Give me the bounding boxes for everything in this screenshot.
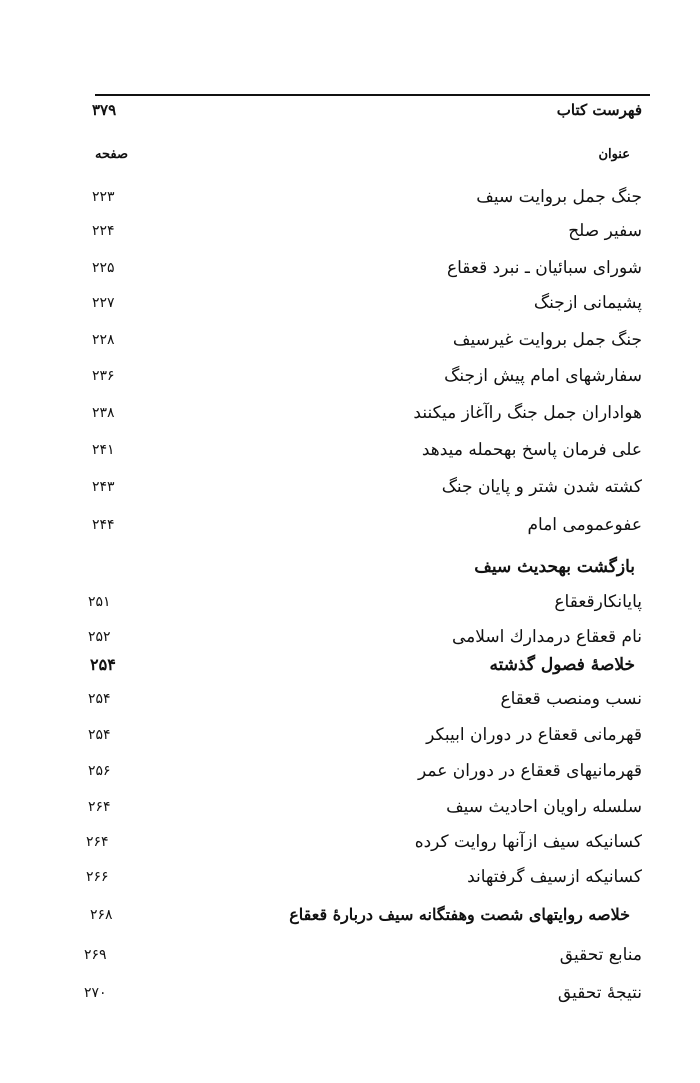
entry-title: پشیمانی ازجنگ	[533, 293, 642, 313]
entry-title: هواداران جمل جنگ راآغاز میکنند	[413, 403, 642, 423]
toc-section-heading	[0, 552, 700, 582]
toc-entry	[0, 827, 700, 857]
column-headings	[0, 140, 700, 170]
entry-title: جنگ جمل بروایت سیف	[476, 187, 642, 207]
entry-page: ۲۲۸	[92, 332, 115, 348]
toc-entry	[0, 361, 700, 391]
entry-title: عفوعمومی امام	[527, 515, 642, 535]
entry-page: ۲۵۴	[88, 727, 111, 743]
entry-title: سفیر صلح	[568, 221, 642, 241]
entry-title: کسانیکه سیف ازآنها روایت کرده	[414, 832, 642, 852]
toc-entry	[0, 720, 700, 750]
entry-page: ۲۲۵	[92, 260, 115, 276]
column-page-heading: صفحه	[95, 147, 128, 162]
section-title: خلاصه روایتهای شصت وهفتگانه سیف دربارهٔ قعقاع	[289, 905, 630, 924]
entry-title: سفارشهای امام پیش ازجنگ	[444, 366, 642, 386]
entry-page: ۲۶۴	[86, 834, 109, 850]
entry-title: قهرمانی قعقاع در دوران ابیبکر	[426, 725, 642, 745]
entry-page: ۲۴۳	[92, 479, 115, 495]
toc-entry	[0, 325, 700, 355]
entry-page: ۲۶۴	[88, 799, 111, 815]
entry-page: ۲۴۴	[92, 517, 115, 533]
entry-title: علی فرمان پاسخ بهحمله میدهد	[421, 440, 642, 460]
toc-entry	[0, 472, 700, 502]
entry-page: ۲۷۰	[84, 985, 107, 1001]
entry-page: ۲۲۴	[92, 223, 115, 239]
toc-entry	[0, 792, 700, 822]
entry-title: جنگ جمل بروایت غیرسیف	[452, 330, 642, 350]
entry-page: ۲۲۳	[92, 189, 115, 205]
toc-entry	[0, 940, 700, 970]
entry-title: کشته شدن شتر و پایان جنگ	[441, 477, 642, 497]
entry-title: نتیجهٔ تحقیق	[557, 983, 642, 1003]
entry-title: نسب ومنصب قعقاع	[500, 689, 642, 709]
entry-page: ۲۵۴	[90, 655, 116, 674]
toc-entry	[0, 216, 700, 246]
toc-entry	[0, 253, 700, 283]
entry-title: قهرمانیهای قعقاع در دوران عمر	[417, 761, 642, 781]
column-title-heading: عنوان	[598, 147, 630, 162]
entry-page: ۲۳۶	[92, 368, 115, 384]
entry-page: ۲۵۶	[88, 763, 111, 779]
entry-page: ۲۶۸	[90, 907, 113, 923]
toc-entry	[0, 510, 700, 540]
toc-entry	[0, 684, 700, 714]
section-title: خلاصهٔ فصول گذشته	[489, 655, 635, 675]
header-rule	[95, 94, 650, 96]
toc-entry	[0, 435, 700, 465]
header-title: فهرست کتاب	[556, 101, 642, 119]
entry-page: ۲۵۴	[88, 691, 111, 707]
entry-page: ۲۲۷	[92, 295, 115, 311]
entry-page: ۲۶۹	[84, 947, 107, 963]
entry-title: کسانیکه ازسیف گرفتهاند	[467, 867, 642, 887]
entry-title: منابع تحقیق	[559, 945, 642, 965]
toc-entry	[0, 622, 700, 652]
toc-entry	[0, 587, 700, 617]
toc-section-heading	[0, 650, 700, 680]
header-page-number: ۳۷۹	[92, 101, 117, 119]
entry-page: ۲۵۱	[88, 594, 111, 610]
entry-title: نام قعقاع درمدارك اسلامی	[451, 627, 642, 647]
toc-entry	[0, 756, 700, 786]
entry-title: شورای سبائیان ـ نبرد قعقاع	[446, 258, 642, 278]
toc-entry	[0, 182, 700, 212]
entry-page: ۲۳۸	[92, 405, 115, 421]
toc-entry	[0, 288, 700, 318]
entry-title: سلسله راویان احادیث سیف	[446, 797, 642, 817]
section-title: بازگشت بهحدیث سیف	[474, 557, 635, 577]
entry-page: ۲۵۲	[88, 629, 111, 645]
running-header	[0, 95, 700, 125]
toc-entry	[0, 398, 700, 428]
entry-title: پایانکارقعقاع	[554, 592, 642, 612]
toc-section-heading	[0, 900, 700, 930]
entry-page: ۲۶۶	[86, 869, 109, 885]
toc-entry	[0, 862, 700, 892]
entry-page: ۲۴۱	[92, 442, 115, 458]
toc-entry	[0, 978, 700, 1008]
